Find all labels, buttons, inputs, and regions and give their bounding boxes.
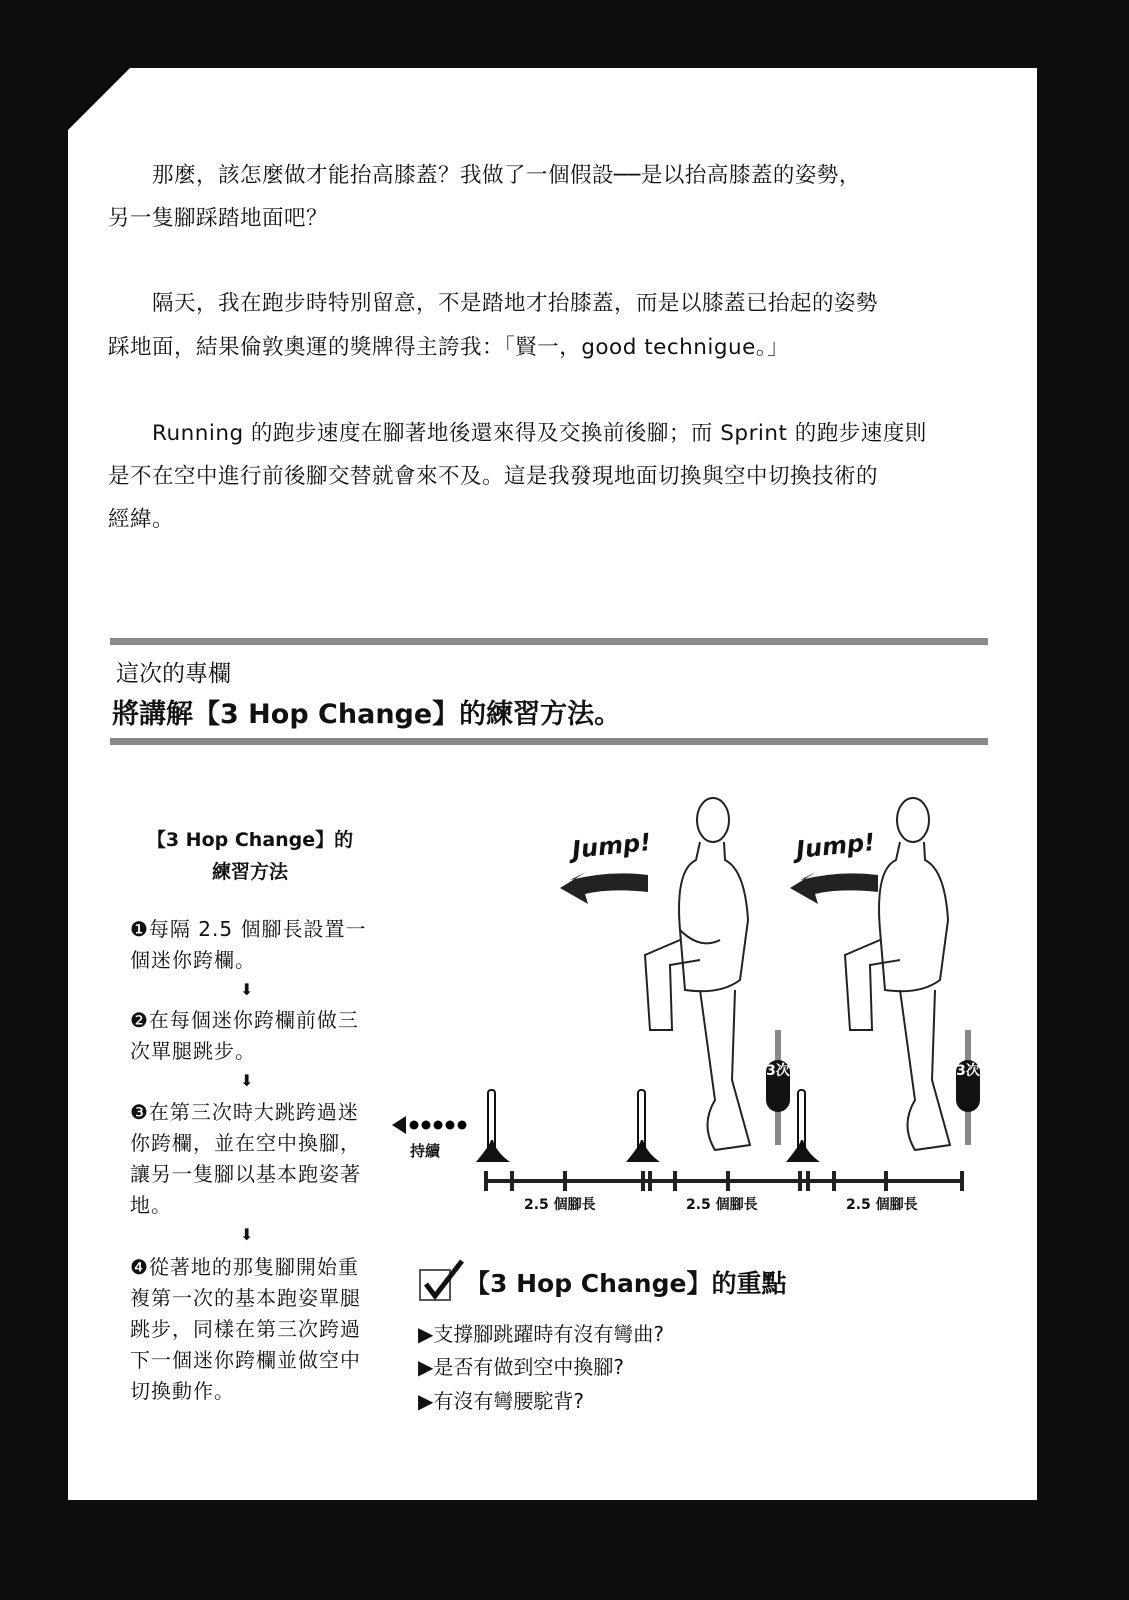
checkbox-checked-icon — [418, 1258, 468, 1304]
divider — [110, 738, 988, 745]
paragraph-line: 那麼，該怎麼做才能抬高膝蓋？我做了一個假設──是以抬高膝蓋的姿勢， — [108, 163, 861, 188]
distance-ruler — [486, 1171, 962, 1191]
divider — [110, 638, 988, 645]
method-title-line: 練習方法 — [211, 861, 288, 883]
method-title-line: 【3 Hop Change】的 — [146, 829, 354, 851]
three-times-label: 3次 — [956, 1063, 980, 1079]
paragraph-line: 是不在空中進行前後腳交替就會來不及。這是我發現地面切換與空中切換技術的 — [108, 464, 879, 489]
jump-arrow-icon — [560, 872, 878, 904]
continue-label: 持續 — [410, 1142, 441, 1160]
section-subtitle: 這次的專欄 — [116, 661, 231, 687]
paragraph-line: 隔天，我在跑步時特別留意，不是踏地才抬膝蓋，而是以膝蓋已抬起的姿勢 — [108, 291, 879, 316]
distance-label: 2.5 個腳長 — [846, 1197, 918, 1213]
checkpoint-item: ▶支撐腳跳躍時有沒有彎曲? — [418, 1322, 664, 1346]
checkpoint-item: ▶有沒有彎腰駝背? — [418, 1389, 584, 1413]
checkpoints-title: 【3 Hop Change】的重點 — [465, 1269, 787, 1298]
distance-label: 2.5 個腳長 — [524, 1197, 596, 1213]
method-step: ❸在第三次時大跳跨過迷你跨欄，並在空中換腳，讓另一隻腳以基本跑姿著地。 — [130, 1100, 361, 1217]
paragraph-line: 踩地面，結果倫敦奧運的獎牌得主誇我：「賢一，good technigue。」 — [108, 335, 790, 360]
jump-label: Jump! — [794, 827, 877, 865]
three-times-label: 3次 — [766, 1063, 790, 1079]
paragraph-line: Running 的跑步速度在腳著地後還來得及交換前後腳；而 Sprint 的跑步速度則 — [108, 421, 927, 446]
section-title: 將講解【3 Hop Change】的練習方法。 — [112, 699, 622, 730]
method-step: ❹從著地的那隻腳開始重複第一次的基本跑姿單腿跳步，同樣在第三次跨過下一個迷你跨欄並做空中切換動作。 — [130, 1255, 361, 1403]
method-title — [130, 824, 370, 888]
paragraph-line: 另一隻腳踩踏地面吧？ — [108, 206, 329, 231]
jump-label: Jump! — [570, 827, 653, 865]
method-step: ❷在每個迷你跨欄前做三次單腿跳步。 — [130, 1008, 359, 1063]
continue-arrow-icon — [392, 1116, 467, 1134]
hop-diagram — [380, 780, 1000, 1240]
checkpoint-item: ▶是否有做到空中換腳? — [418, 1355, 624, 1379]
method-step: ❶每隔 2.5 個腳長設置一個迷你跨欄。 — [130, 917, 367, 972]
distance-label: 2.5 個腳長 — [686, 1197, 758, 1213]
arrow-down-icon: ⬇ — [240, 980, 254, 999]
arrow-down-icon: ⬇ — [240, 1071, 254, 1090]
arrow-down-icon: ⬇ — [240, 1225, 254, 1244]
paragraph-line: 經緯。 — [108, 507, 175, 532]
